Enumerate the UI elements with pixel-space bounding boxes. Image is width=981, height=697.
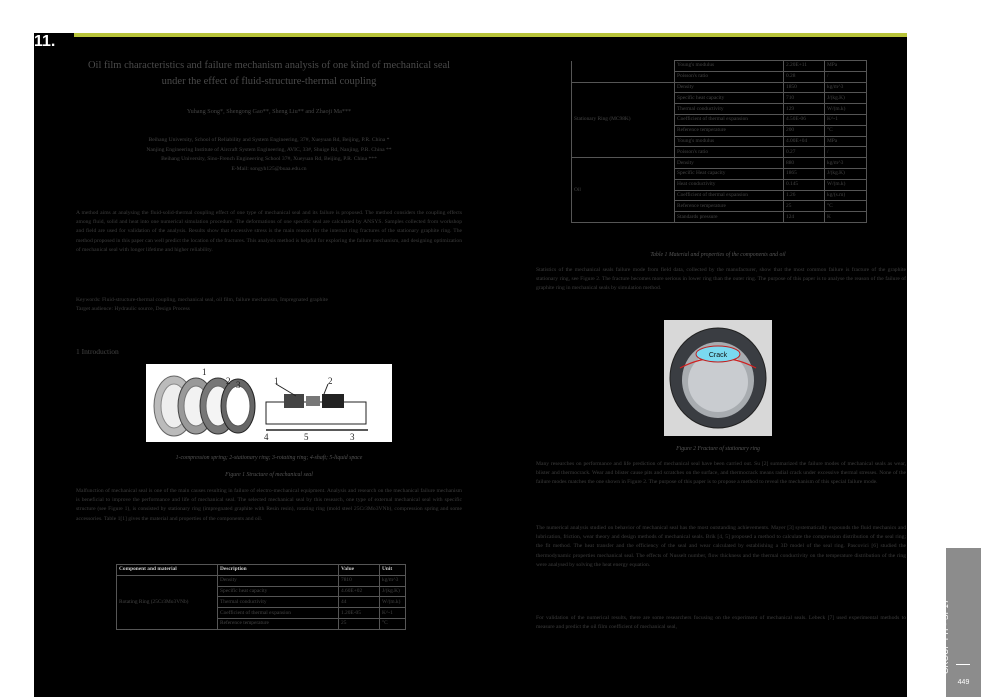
figure-1-parts: 1-compression spring; 2-stationary ring; 3-rotating ring; 4-shaft; 5-liquid space (175, 455, 363, 461)
cell: °C (825, 201, 867, 212)
cell: Density (218, 575, 339, 586)
table-row (572, 158, 867, 169)
cell: 710 (784, 93, 825, 104)
cell: kg/m^3 (380, 575, 406, 586)
group-cell: Rotating Ring (25Cr3Mo3VNb) (117, 575, 218, 629)
label-4: 4 (264, 432, 269, 442)
cell: / (825, 71, 867, 82)
table-header-row (117, 565, 406, 576)
cell: Specific Heat capacity (675, 168, 784, 179)
cell: J/(kg.K) (825, 93, 867, 104)
table-header: Description (218, 565, 339, 576)
cell: Poisson's ratio (675, 71, 784, 82)
cell: K (825, 212, 867, 223)
cell: kg/(s.m) (825, 190, 867, 201)
cell: 2.20E+11 (784, 61, 825, 72)
cell: Heat conductivity (675, 179, 784, 190)
cross-section-drawing (266, 384, 368, 430)
section-number: 11. (34, 33, 56, 50)
cell: Reference temperature (675, 125, 784, 136)
material-table-right (571, 60, 867, 223)
cell: 0.28 (784, 71, 825, 82)
cell: K^-1 (380, 608, 406, 619)
affiliation-line: Nanjing Engineering Institute of Aircraft System Engineering, AVIC, 33#, Shuige Rd, Nanjing, P.R. China ** (146, 146, 392, 153)
label-3: 3 (236, 380, 241, 390)
cell: 25 (784, 201, 825, 212)
side-tab-label: GROUP PH - SP17 (941, 598, 950, 674)
cell: Reference temperature (218, 618, 339, 629)
table-1-caption: Table 1 Material and properties of the components and oil (650, 252, 786, 258)
keywords-line: Keywords: Fluid-structure-thermal coupling, mechanical seal, oil film, failure mechanism, Impregnated graphite (76, 297, 328, 303)
keywords (76, 296, 462, 314)
cell: Density (675, 158, 784, 169)
table-row (117, 575, 406, 586)
cell: 4.00E+04 (784, 136, 825, 147)
email: E-Mail: songyh125@buaa.edu.cn (231, 165, 307, 172)
target-audience: Target audience: Hydraulic source, Design Process (76, 306, 190, 313)
label-r1: 1 (274, 376, 279, 386)
cell: 129 (784, 104, 825, 115)
cell: W/(m.k) (825, 179, 867, 190)
seal-drawing (146, 364, 392, 442)
label-1: 1 (202, 367, 207, 377)
table-header: Value (339, 565, 380, 576)
figure-2-caption: Figure 2 Fracture of stationary ring (676, 446, 760, 452)
cell: J/(kg.K) (825, 168, 867, 179)
cell: / (825, 147, 867, 158)
right-paragraph-4: For validation of the numerical results, there are some researchers focusing on the experiment of mechanical seals. Lebeck [7] used experimental methods to measure and predict the oil film coefficient of mechanical seal, (536, 615, 906, 631)
table-header: Unit (380, 565, 406, 576)
cell: W/(m.k) (825, 104, 867, 115)
cell: kg/m^3 (825, 82, 867, 93)
material-table-left (116, 564, 406, 630)
cell: 7810 (339, 575, 380, 586)
cell: kg/m^3 (825, 158, 867, 169)
cell: Standards pressure (675, 212, 784, 223)
cell: Coefficient of thermal expansion (675, 114, 784, 125)
cell: 1865 (784, 168, 825, 179)
paper-title: Oil film characteristics and failure mechanism analysis of one kind of mechanical seal under the effect of fluid-structure-thermal coupling (87, 60, 451, 87)
right-paragraph-2: Many researches on performance and life prediction of mechanical seal have been carried out. Su [2] summarized the failure modes of mechanical seals as wear, blister and thermocrack. Wear and blister cause pits and scratches on the surface, and thermocrack means radial crack under excessive thermal stresses. None of the failure modes matches the one shown in Figure 2. The purpose of this paper is to propose a method to reveal the mechanism of this special failure mode. (536, 461, 906, 486)
cell: MPa (825, 136, 867, 147)
cell: 1850 (784, 82, 825, 93)
cell: MPa (825, 61, 867, 72)
cell: J/(kg.K) (380, 586, 406, 597)
table-row (572, 82, 867, 93)
cell: W/(m.k) (380, 597, 406, 608)
authors: Yuhang Song*, Shengong Gao**, Sheng Liu** and Zhaoji Ma*** (186, 108, 352, 115)
right-paragraph-1: Statistics of the mechanical seals failure mode from field data, collected by the manufacturer, show that the most common failure is fracture of the graphite stationary ring, see Figure 2. The fracture becomes more serious in lower ring than the outer ring. The purpose of this paper is to analyse the reason of the failure of graphite ring in mechanical seals by simulation method. (536, 267, 906, 292)
page-number: 449 (957, 679, 970, 686)
cell: Reference temperature (675, 201, 784, 212)
fracture-photo (664, 320, 772, 436)
cell: 1.20E-05 (339, 608, 380, 619)
cell: Poisson's ratio (675, 147, 784, 158)
label-r2: 2 (328, 376, 333, 386)
cell: Density (675, 82, 784, 93)
label-5: 5 (304, 432, 309, 442)
accent-bar (74, 33, 907, 37)
cell: 880 (784, 158, 825, 169)
cell: 124 (784, 212, 825, 223)
cell: Thermal conductivity (675, 104, 784, 115)
figure-1 (146, 364, 392, 442)
cell: 0.145 (784, 179, 825, 190)
figure-1-caption: Figure 1 Structure of mechanical seal (225, 472, 313, 478)
label-2: 2 (226, 376, 231, 386)
cell: Coefficient of thermal expansion (675, 190, 784, 201)
abstract: A method aims at analysing the fluid-solid-thermal coupling effect of one type of mechanical seal and its failure is proposed. The method considers the coupling effects among fluid, solid and heat into one numerical simulation procedure. The deformations of one specific seal are calculated by ANSYS. Samples collected from workshop and field are used for validation of the analysis. Results show that excessive stress is the main reason for the internal ring fractures of the stationary graphite ring. The method proposed in this paper can well predict the location of the fractures. This analysis method is helpful for exploring the failure mechanism, and designing optimization of mechanical seal with longer lifetime and higher reliability. (76, 210, 462, 253)
crack-label: Crack (708, 352, 728, 359)
cell: 4.50E-06 (784, 114, 825, 125)
cell: Specific heat capacity (218, 586, 339, 597)
side-tab-label-wrap (941, 548, 981, 680)
cell: 25 (339, 618, 380, 629)
figure-2 (664, 320, 772, 436)
group-cell: Stationary Ring (MC98K) (572, 82, 675, 158)
affiliations (76, 136, 462, 174)
table-header: Component and material (117, 565, 218, 576)
cell: Young's modulus (675, 61, 784, 72)
cell: 4.60E+02 (339, 586, 380, 597)
group-cell: Oil (572, 158, 675, 223)
cell: Young's modulus (675, 136, 784, 147)
cell: Thermal conductivity (218, 597, 339, 608)
cell: °C (380, 618, 406, 629)
affiliation-line: Beihang University, Sino-French Engineering School 37#, Xueyuan Rd, Beijing, P.R. China *** (161, 156, 377, 163)
label-r3: 3 (350, 432, 355, 442)
tab-divider (956, 664, 970, 665)
cell: 44 (339, 597, 380, 608)
section-heading: 1 Introduction (76, 347, 119, 356)
intro-paragraph: Malfunction of mechanical seal is one of the main causes resulting in failure of electro-mechanical equipment. Analysis and research on the mechanical failure mechanism is beneficial to improve the performance and life of mechanical seal. The selected mechanical seal by this research, one type of external mechanical seal with specific structure (see Figure 1), is consisted by stationary ring (impregnated graphite with Resin resin), rotating ring (mold steel 25Cr3Mo3VNb), compression spring and some accessories. Table 1[1] gives the material and properties of the components and oil. (76, 488, 462, 522)
cell: 1.26 (784, 190, 825, 201)
cell: °C (825, 125, 867, 136)
cell: 200 (784, 125, 825, 136)
right-paragraph-3: The numerical analysis studied on behavior of mechanical seal has the most outstanding achievements. Mayer [3] systematically expounds the fluid mechanics and lubrication, friction, wear theory and design methods of mechanical seals. Brik [4, 5] proposed a method to calculate the compression distribution of the seal ring; the fit method. The heat transfer and the efficiency of the seal and wear calculated by establishing a 3D model of the seal ring. Pascovici [6] studied the thermodynamic properties mechanical seal. The effects of Nusselt number, flow thickness and the thermal conductivity on the temperature distribution of the ring were analysed by solving the heat energy equation. (536, 525, 906, 568)
table-row (572, 61, 867, 72)
affiliation-line: Beihang University, School of Reliability and System Engineering, 37#, Xueyuan Rd, Beijing, P.R. China * (148, 137, 390, 143)
cell: Specific heat capacity (675, 93, 784, 104)
group-cell-empty (572, 61, 675, 83)
cell: 0.27 (784, 147, 825, 158)
cell: Coefficient of thermal expansion (218, 608, 339, 619)
cell: K^-1 (825, 114, 867, 125)
